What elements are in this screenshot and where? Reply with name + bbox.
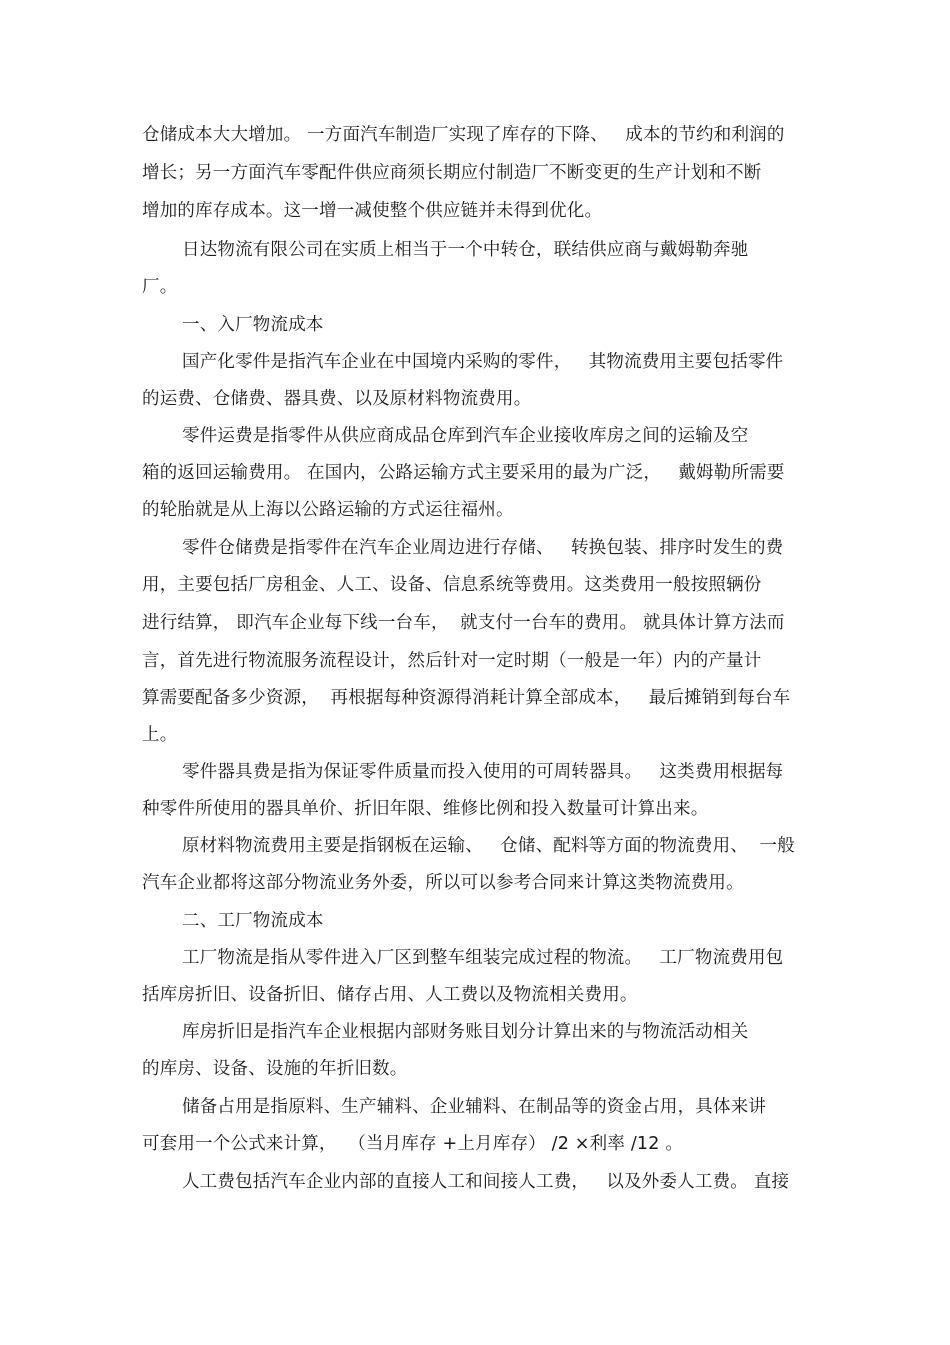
- text-line: 进行结算， 即汽车企业每下线一台车， 就支付一台车的费用。 就具体计算方法而: [142, 613, 785, 633]
- text-line: 零件仓储费是指零件在汽车企业周边进行存储、 转换包装、排序时发生的费: [182, 538, 784, 558]
- section-heading: 一、入厂物流成本: [182, 315, 324, 335]
- text-line: 算需要配备多少资源， 再根据每种资源得消耗计算全部成本， 最后摊销到每台车: [142, 688, 791, 708]
- text-line: 种零件所使用的器具单价、折旧年限、维修比例和投入数量可计算出来。: [142, 799, 709, 819]
- text-line: 日达物流有限公司在实质上相当于一个中转仓，联结供应商与戴姆勒奔驰: [182, 240, 749, 260]
- text-line: 零件运费是指零件从供应商成品仓库到汽车企业接收库房之间的运输及空: [182, 426, 749, 446]
- text-line: 国产化零件是指汽车企业在中国境内采购的零件， 其物流费用主要包括零件: [182, 352, 784, 372]
- text-line: 汽车企业都将这部分物流业务外委，所以可以参考合同来计算这类物流费用。: [142, 873, 744, 893]
- text-line: 增加的库存成本。这一增一减使整个供应链并未得到优化。: [142, 201, 603, 221]
- text-line: 的库房、设备、设施的年折旧数。: [142, 1059, 408, 1079]
- text-line: 用，主要包括厂房租金、人工、设备、信息系统等费用。这类费用一般按照辆份: [142, 575, 762, 595]
- text-line: 厂。: [142, 277, 178, 297]
- text-line: 仓储成本大大增加。 一方面汽车制造厂实现了库存的下降、 成本的节约和利润的: [142, 125, 785, 145]
- text-line: 工厂物流是指从零件进入厂区到整车组装完成过程的物流。 工厂物流费用包: [182, 948, 784, 968]
- text-line: 可套用一个公式来计算， （当月库存 +上月库存） /2 ×利率 /12 。: [142, 1134, 684, 1154]
- text-line: 零件器具费是指为保证零件质量而投入使用的可周转器具。 这类费用根据每: [182, 762, 784, 782]
- text-line: 库房折旧是指汽车企业根据内部财务账目划分计算出来的与物流活动相关: [182, 1022, 749, 1042]
- text-line: 人工费包括汽车企业内部的直接人工和间接人工费， 以及外委人工费。 直接: [182, 1172, 790, 1192]
- section-heading: 二、工厂物流成本: [182, 911, 324, 931]
- text-line: 的轮胎就是从上海以公路运输的方式运往福州。: [142, 500, 514, 520]
- text-line: 增长；另一方面汽车零配件供应商须长期应付制造厂不断变更的生产计划和不断: [142, 163, 762, 183]
- text-line: 的运费、仓储费、器具费、以及原材料物流费用。: [142, 389, 532, 409]
- text-line: 原材料物流费用主要是指钢板在运输、 仓储、配料等方面的物流费用、 一般: [182, 836, 795, 856]
- text-line: 箱的返回运输费用。 在国内，公路运输方式主要采用的最为广泛， 戴姆勒所需要: [142, 463, 785, 483]
- text-line: 上。: [142, 725, 178, 745]
- text-line: 言，首先进行物流服务流程设计，然后针对一定时期（一般是一年）内的产量计: [142, 651, 762, 671]
- text-line: 括库房折旧、设备折旧、储存占用、人工费以及物流相关费用。: [142, 985, 638, 1005]
- text-line: 储备占用是指原料、生产辅料、企业辅料、在制品等的资金占用，具体来讲: [182, 1097, 767, 1117]
